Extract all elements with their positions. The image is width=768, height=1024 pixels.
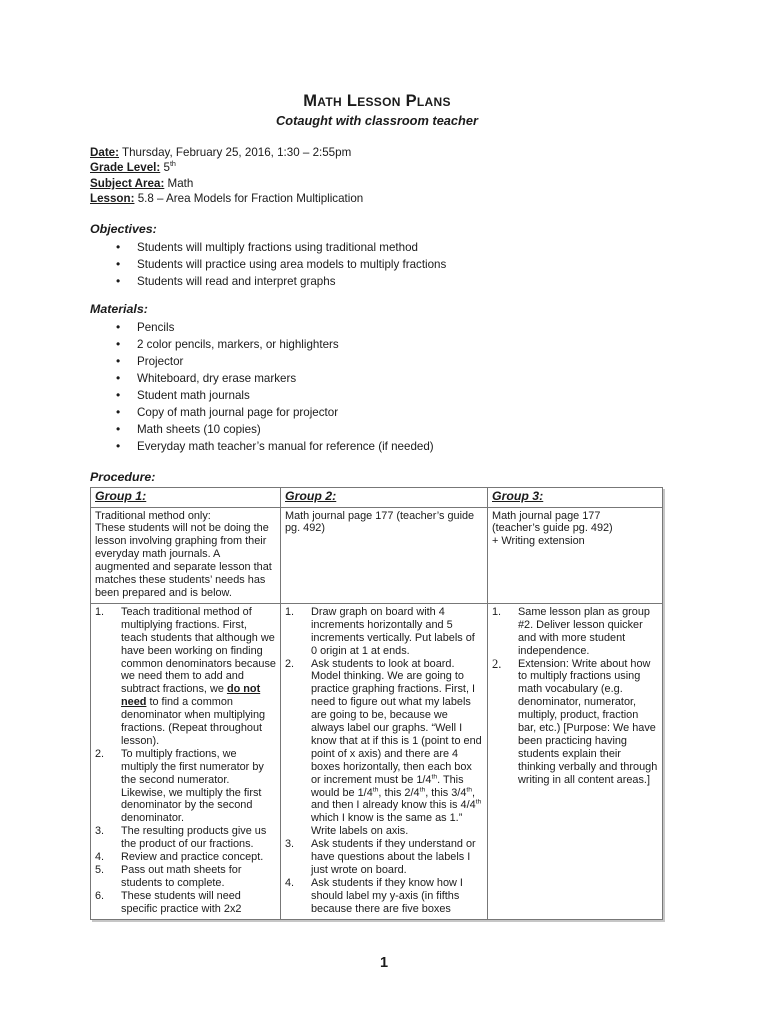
group3-steps-cell — [488, 603, 663, 919]
page-number: 1 — [379, 955, 389, 971]
material-item: • Everyday math teacher’s manual for reference (if needed) — [90, 438, 664, 455]
step-item — [95, 890, 276, 916]
meta-grade-level — [90, 160, 664, 175]
material-item: • Whiteboard, dry erase markers — [90, 370, 664, 387]
meta-grade-value: 5th — [163, 159, 176, 175]
group3-intro: Math journal page 177 (teacher’s guide pg. 492) + Writing extension — [488, 507, 663, 603]
step-text: The resulting products give us the product of our fractions. — [121, 825, 267, 851]
group2-header: Group 2: — [285, 488, 337, 503]
material-item: • 2 color pencils, markers, or highlighters — [90, 336, 664, 353]
table-steps-row — [91, 603, 663, 919]
materials-heading: Materials: — [90, 301, 148, 316]
meta-subject-label: Subject Area: — [90, 176, 165, 190]
step-text: These students will need specific practice with 2x2 — [121, 889, 242, 915]
step-number: 3. — [95, 825, 105, 838]
group3-header: Group 3: — [492, 488, 544, 503]
group1-intro: Traditional method only: These students will not be doing the lesson involving graphing from their everyday math journals. A augmented and separate lesson that matches these students’ needs has been prepared and is below. — [91, 507, 281, 603]
step-number: 4. — [95, 851, 105, 864]
meta-lesson-value: 5.8 – Area Models for Fraction Multiplication — [137, 192, 364, 206]
step-number: 2. — [285, 657, 295, 670]
step-text: Review and practice concept. — [121, 851, 264, 864]
meta-subject-area — [90, 176, 664, 191]
document-page — [90, 0, 664, 920]
meta-date-value: Thursday, February 25, 2016, 1:30 – 2:55pm — [122, 146, 352, 159]
meta-subject-value: Math — [167, 176, 194, 190]
table-intro-row — [91, 507, 663, 603]
group3-steps-list — [492, 606, 658, 787]
step-number: 2. — [492, 656, 502, 671]
material-item: • Copy of math journal page for projector — [90, 404, 664, 421]
step-number: 3. — [285, 838, 295, 851]
objective-item: • Students will practice using area models to multiply fractions — [90, 256, 664, 273]
group1-header-cell — [91, 487, 281, 507]
meta-grade-label: Grade Level: — [90, 161, 161, 175]
step-text: Ask students if they know how I should label my y-axis (in fifths because there are five boxes — [311, 876, 463, 915]
step-item — [492, 658, 658, 787]
step-number: 1. — [492, 605, 502, 618]
lesson-meta — [90, 145, 664, 207]
procedure-section — [90, 470, 664, 920]
step-text: To multiply fractions, we multiply the first numerator by the second numerator. Likewise, we multiply the first denominator by the second denominator. — [121, 747, 264, 825]
material-item: • Student math journals — [90, 387, 664, 404]
page-title: Math Lesson Plans — [303, 92, 451, 110]
step-text: Draw graph on board with 4 increments horizontally and 5 increments vertically. Put labels of 0 origin at 1 at ends. — [311, 605, 475, 657]
table-header-row — [91, 487, 663, 507]
step-item — [95, 851, 276, 864]
step-number: 1. — [95, 605, 105, 618]
step-text: Teach traditional method of multiplying fractions. First, teach students that although we have been working on finding common denominators because we need them to add and subtract fractions, we do not need to find a common denominator when multiplying fractions. (Repeat throughout lesson). — [121, 605, 276, 747]
step-number: 4. — [285, 876, 295, 889]
group3-header-cell — [488, 487, 663, 507]
objectives-list — [90, 239, 664, 290]
step-item — [492, 606, 658, 658]
materials-list — [90, 319, 664, 455]
step-item — [95, 864, 276, 890]
step-item — [285, 877, 483, 916]
objective-item: • Students will multiply fractions using traditional method — [90, 239, 664, 256]
step-text: Same lesson plan as group #2. Deliver lesson quicker and with more student independence. — [518, 605, 650, 657]
material-item: • Math sheets (10 copies) — [90, 421, 664, 438]
material-item: • Projector — [90, 353, 664, 370]
page-subtitle: Cotaught with classroom teacher — [276, 113, 478, 128]
step-item — [285, 658, 483, 839]
group1-steps-list — [95, 606, 276, 916]
procedure-heading: Procedure: — [90, 469, 156, 484]
group1-header: Group 1: — [95, 488, 147, 503]
objectives-heading: Objectives: — [90, 221, 157, 236]
step-item — [95, 825, 276, 851]
step-item — [285, 838, 483, 877]
meta-date — [90, 145, 664, 160]
meta-date-label: Date: — [90, 146, 119, 159]
step-item — [95, 606, 276, 748]
title-block — [90, 92, 664, 128]
procedure-table — [90, 487, 663, 920]
group2-intro: Math journal page 177 (teacher’s guide pg. 492) — [281, 507, 488, 603]
step-item — [285, 606, 483, 658]
step-text: Extension: Write about how to multiply fractions using math vocabulary (e.g. denominator, numerator, multiply, product, fraction bar, etc.) [Purpose: We have been practicing having students explain their thinking verbally and through writing in all content areas.] — [518, 657, 658, 786]
step-number: 5. — [95, 864, 105, 876]
step-number: 6. — [95, 889, 105, 902]
step-text: Ask students if they understand or have questions about the labels I just wrote on board. — [311, 838, 476, 876]
meta-lesson — [90, 191, 664, 206]
step-text: Ask students to look at board. Model thinking. We are going to practice graphing fractions. First, I need to figure out what my labels are going to be, because we always label our graphs. “Well I know that at if this is 1 (point to end point of x axis) and there are 4 boxes horizontally, then each box or increment must be 1/4th. This would be 1/4th, this 2/4th, this 3/4th, and then I already know this is 4/4th which I know is the same as 1.” Write labels on axis. — [311, 657, 482, 838]
step-text: Pass out math sheets for students to complete. — [121, 864, 242, 889]
meta-lesson-label: Lesson: — [90, 192, 135, 206]
group2-header-cell — [281, 487, 488, 507]
step-number: 1. — [285, 605, 295, 618]
group2-steps-list — [285, 606, 483, 916]
step-item — [95, 748, 276, 825]
objective-item: • Students will read and interpret graphs — [90, 273, 664, 290]
group2-steps-cell — [281, 603, 488, 919]
group1-steps-cell — [91, 603, 281, 919]
step-number: 2. — [95, 747, 105, 760]
materials-section — [90, 302, 664, 455]
objectives-section — [90, 222, 664, 290]
material-item: • Pencils — [90, 319, 664, 336]
